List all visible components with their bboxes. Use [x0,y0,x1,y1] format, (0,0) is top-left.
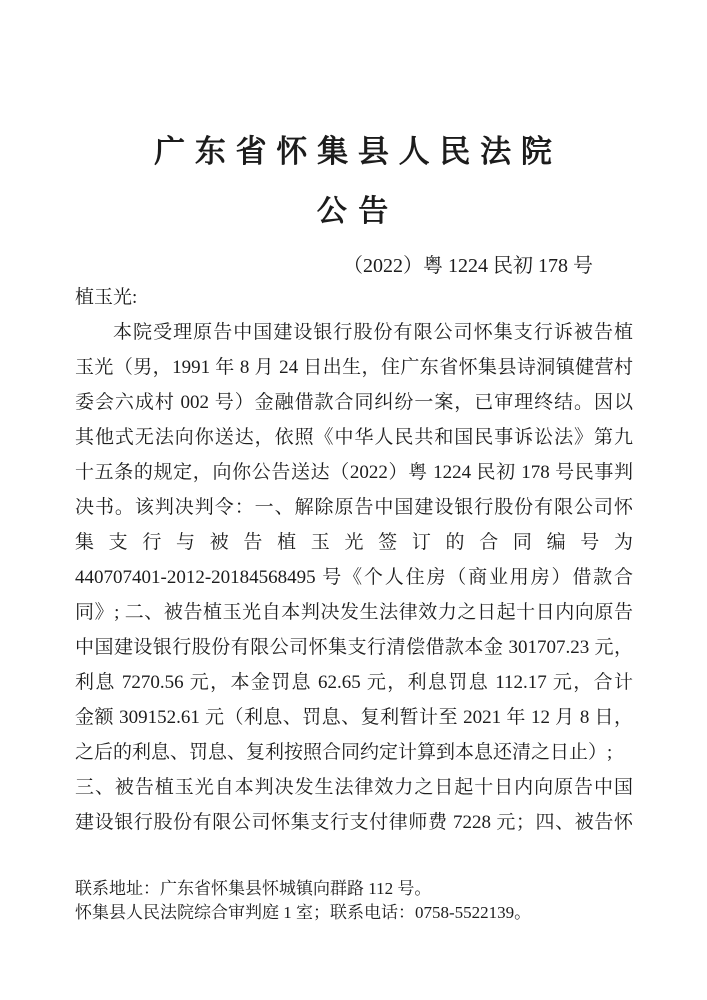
body-line: 三、被告植玉光自本判决发生法律效力之日起十日内向原告中国 [75,777,633,798]
document-type-title: 公 告 [316,195,391,228]
body-line: 之后的利息、罚息、复利按照合同约定计算到本息还清之日止）; [75,742,613,763]
body-line: 440707401-2012-20184568495 号《个人住房（商业用房）借款合 [75,567,633,588]
body-line: 利息 7270.56 元，本金罚息 62.65 元，利息罚息 112.17 元，合计 [75,672,633,693]
body-line: 同》; 二、被告植玉光自本判决发生法律效力之日起十日内向原告 [75,602,633,623]
body-line: 建设银行股份有限公司怀集支行支付律师费 7228 元；四、被告怀 [75,812,633,833]
court-name-title: 广 东 省 怀 集 县 人 民 法 院 [154,134,553,169]
case-number: （2022）粤 1224 民初 178 号 [343,255,593,277]
announcement-body [75,280,633,840]
contact-footer [75,877,645,925]
body-line: 玉光（男，1991 年 8 月 24 日出生，住广东省怀集县诗洞镇健营村 [75,357,633,378]
body-line: 金额 309152.61 元（利息、罚息、复利暂计至 2021 年 12 月 8 日， [75,707,633,728]
contact-address-line: 联系地址：广东省怀集县怀城镇向群路 112 号。 [75,879,432,898]
contact-phone-line: 怀集县人民法院综合审判庭 1 室；联系电话：0758-5522139。 [75,903,532,922]
body-line: 委会六成村 002 号）金融借款合同纠纷一案，已审理终结。因以 [75,392,633,413]
addressee-line: 植玉光: [75,287,138,308]
body-line: 本院受理原告中国建设银行股份有限公司怀集支行诉被告植 [113,322,633,343]
body-line-spread: 集支行与被告植玉光签订的合同编号为 [75,532,633,553]
body-line: 决书。该判决判令：一、解除原告中国建设银行股份有限公司怀 [75,497,633,518]
body-line: 其他式无法向你送达，依照《中华人民共和国民事诉讼法》第九 [75,427,633,448]
body-line: 十五条的规定，向你公告送达（2022）粤 1224 民初 178 号民事判 [75,462,633,483]
body-line: 中国建设银行股份有限公司怀集支行清偿借款本金 301707.23 元， [75,637,633,658]
